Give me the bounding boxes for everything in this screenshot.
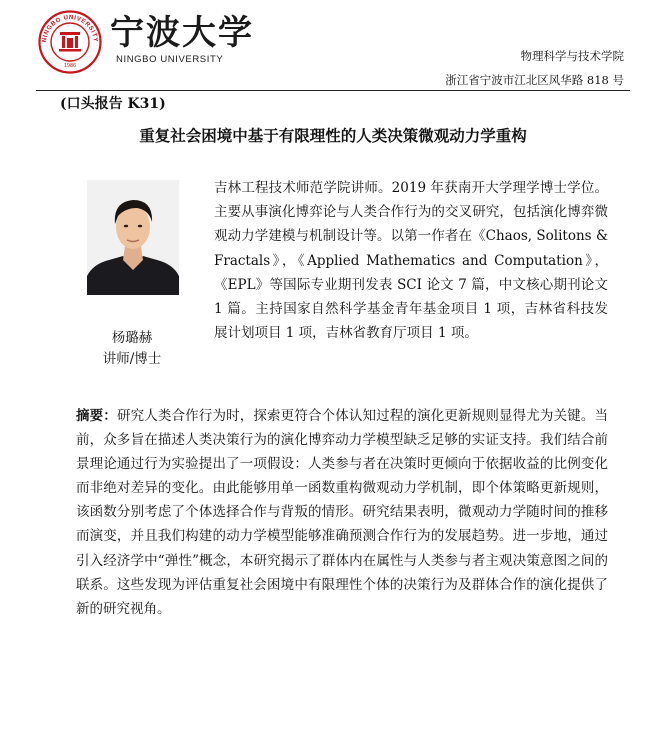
speaker-photo — [87, 180, 179, 295]
seal-text: NINGBO UNIVERSITY — [40, 14, 100, 43]
university-seal — [38, 10, 102, 74]
abstract — [76, 404, 608, 621]
report-tag: (口头报告 K31) — [60, 96, 166, 112]
university-wordmark — [110, 14, 270, 65]
abstract-text: 研究人类合作行为时，探索更符合个体认知过程的演化更新规则显得尤为关键。当前，众多旨在描述人类决策行为的演化博弈动力学模型缺乏足够的实证支持。我们结合前景理论通过行为实验提出了一项假设：人类参与者在决策时更倾向于依据收益的比例变化而非绝对差异的变化。由此能够用单一函数重构微观动力学机制，即个体策略更新规则，该函数分别考虑了个体选择合作与背叛的情形。研究结果表明，微观动力学随时间的推移而演变，并且我们构建的动力学模型能够准确预测合作行为的发展趋势。进一步地，通过引入经济学中“弹性”概念，本研究揭示了群体内在属性与人类参与者主观决策意图之间的联系。这些发现为评估重复社会困境中有限理性个体的决策行为及群体合作的演化提供了新的研究视角。 — [76, 408, 609, 617]
header-divider — [36, 90, 630, 91]
speaker-position: 讲师/博士 — [102, 351, 162, 367]
header-contact — [445, 44, 624, 92]
wordmark-chinese: 宁波大学 — [110, 13, 254, 53]
speaker-name: 杨璐赫 — [111, 330, 153, 346]
department-address: 浙江省宁波市江北区风华路 818 号 — [445, 73, 624, 87]
speaker-info — [84, 328, 180, 370]
department-name: 物理科学与技术学院 — [520, 49, 624, 63]
speaker-bio: 吉林工程技术师范学院讲师。2019 年获南开大学理学博士学位。主要从事演化博弈论与人类合作行为的交叉研究，包括演化博弈微观动力学建模与机制设计等。以第一作者在《Chaos, Solitons & Fractals》，《Applied Mathematics and Computation》，《EPL》等国际专业期刊发表 SCI 论文 7 篇，中文核心期刊论文 1 篇。主持国家自然科学基金青年基金项目 1 项，吉林省科技发展计划项目 1 项，吉林省教育厅项目 1 项。 — [214, 180, 608, 342]
seal-year: 1986 — [63, 63, 77, 69]
abstract-label: 摘要： — [76, 408, 117, 424]
wordmark-english: NINGBO UNIVERSITY — [116, 54, 224, 65]
talk-title: 重复社会困境中基于有限理性的人类决策微观动力学重构 — [139, 126, 527, 145]
